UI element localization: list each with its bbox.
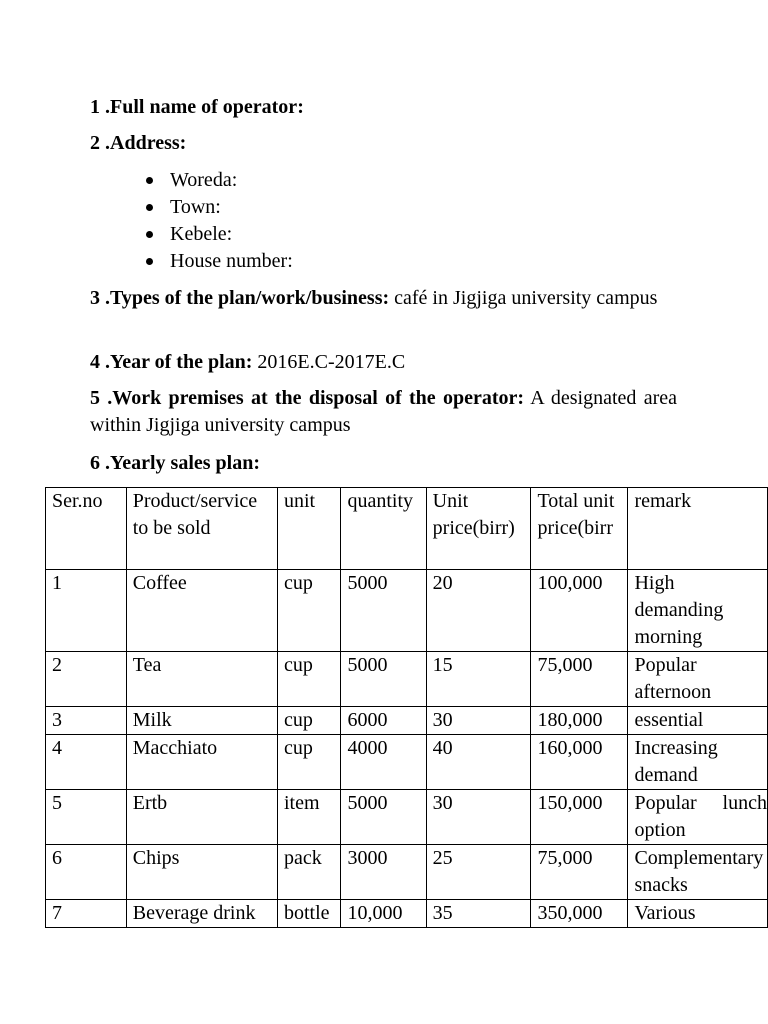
table-cell: item [277, 790, 340, 845]
plan-year-label: 4 .Year of the plan: [90, 351, 253, 373]
table-cell: 100,000 [531, 570, 628, 652]
table-cell: 20 [426, 570, 531, 652]
table-cell: essential [628, 707, 768, 735]
table-cell: 160,000 [531, 735, 628, 790]
premises-value: A designated area within Jigjiga university campus [90, 387, 677, 436]
plan-year-paragraph [90, 349, 677, 376]
table-cell: Chips [126, 845, 277, 900]
table-row [46, 845, 768, 900]
table-cell: 30 [426, 707, 531, 735]
table-cell: cup [277, 652, 340, 707]
table-cell: 10,000 [341, 900, 426, 928]
sales-plan-table [45, 487, 768, 928]
header-cell: Total unit price(birr [531, 488, 628, 570]
table-cell: 4 [46, 735, 127, 790]
operator-label: 1 .Full name of operator: [90, 96, 304, 118]
table-cell: 25 [426, 845, 531, 900]
table-cell: Increasing demand [628, 735, 768, 790]
address-list [90, 167, 293, 275]
header-cell: Product/service to be sold [126, 488, 277, 570]
sales-plan-label: 6 .Yearly sales plan: [90, 452, 260, 474]
table-cell: cup [277, 735, 340, 790]
sales-plan-heading [90, 450, 677, 477]
table-cell: 5 [46, 790, 127, 845]
table-cell: 75,000 [531, 845, 628, 900]
table-cell: 30 [426, 790, 531, 845]
table-cell: Ertb [126, 790, 277, 845]
address-item-kebele: Kebele: [90, 221, 293, 248]
table-cell: 15 [426, 652, 531, 707]
header-cell: unit [277, 488, 340, 570]
table-row [46, 707, 768, 735]
header-cell: remark [628, 488, 768, 570]
table-cell: Tea [126, 652, 277, 707]
table-cell: 5000 [341, 652, 426, 707]
table-cell: 2 [46, 652, 127, 707]
table-header-row [46, 488, 768, 570]
table-cell: 180,000 [531, 707, 628, 735]
table-cell: 35 [426, 900, 531, 928]
table-cell: bottle [277, 900, 340, 928]
table-cell: Macchiato [126, 735, 277, 790]
business-type-paragraph [90, 285, 677, 312]
table-cell: 7 [46, 900, 127, 928]
address-label: 2 .Address: [90, 132, 187, 154]
operator-heading [90, 94, 677, 121]
table-cell: cup [277, 570, 340, 652]
table-row [46, 790, 768, 845]
table-row [46, 570, 768, 652]
table-cell: 5000 [341, 570, 426, 652]
table-cell: High demanding morning [628, 570, 768, 652]
premises-paragraph [90, 385, 677, 439]
table-cell: 3 [46, 707, 127, 735]
table-cell: Complementary snacks [628, 845, 768, 900]
business-type-label: 3 .Types of the plan/work/business: [90, 287, 390, 309]
table-cell: pack [277, 845, 340, 900]
table-cell: 350,000 [531, 900, 628, 928]
table-cell: Coffee [126, 570, 277, 652]
table-row [46, 652, 768, 707]
header-cell: quantity [341, 488, 426, 570]
table-cell: Milk [126, 707, 277, 735]
table-cell: 5000 [341, 790, 426, 845]
table-cell: 75,000 [531, 652, 628, 707]
table-cell: 40 [426, 735, 531, 790]
address-heading [90, 130, 677, 157]
plan-year-value: 2016E.C-2017E.C [257, 351, 406, 373]
address-item-town: Town: [90, 194, 293, 221]
table-cell: Various [628, 900, 768, 928]
premises-label: 5 .Work premises at the disposal of the operator: [90, 387, 525, 409]
header-cell: Unit price(birr) [426, 488, 531, 570]
table-cell: 6000 [341, 707, 426, 735]
table-cell: 1 [46, 570, 127, 652]
table-cell: cup [277, 707, 340, 735]
address-item-woreda: Woreda: [90, 167, 293, 194]
header-cell: Ser.no [46, 488, 127, 570]
table-cell: 6 [46, 845, 127, 900]
table-row [46, 900, 768, 928]
table-cell: Popular afternoon [628, 652, 768, 707]
table-cell: 3000 [341, 845, 426, 900]
table-cell: Popular lunch option [628, 790, 768, 845]
table-row [46, 735, 768, 790]
table-cell: 150,000 [531, 790, 628, 845]
table-cell: Beverage drink [126, 900, 277, 928]
address-item-house-number: House number: [90, 248, 293, 275]
business-type-value: café in Jigjiga university campus [394, 287, 658, 309]
table-cell: 4000 [341, 735, 426, 790]
